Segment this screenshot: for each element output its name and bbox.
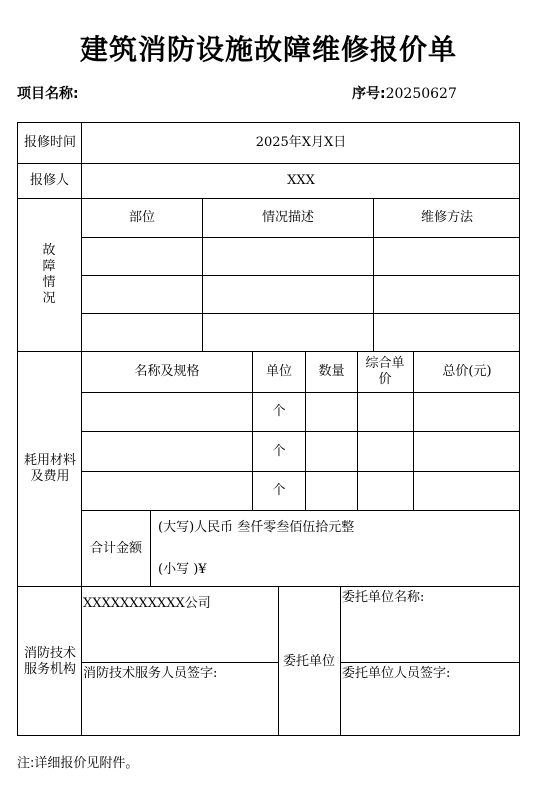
table-rule bbox=[340, 662, 520, 663]
materials-row-unit: 个 bbox=[272, 483, 286, 498]
fault-section-label: 故障情况 bbox=[42, 243, 56, 306]
table-rule bbox=[81, 275, 520, 276]
repair-time-value: 2025年X月X日 bbox=[255, 135, 347, 150]
serial-label: 序号: bbox=[352, 86, 386, 102]
table-rule bbox=[340, 586, 341, 736]
materials-row-unit: 个 bbox=[272, 404, 286, 419]
table-rule bbox=[81, 662, 278, 663]
page-title: 建筑消防设施故障维修报价单 bbox=[79, 33, 457, 66]
client-signature-label: 委托单位人员签字: bbox=[342, 666, 451, 681]
materials-header-name: 名称及规格 bbox=[134, 364, 200, 379]
client-name-label: 委托单位名称: bbox=[342, 590, 425, 605]
reporter-label: 报修人 bbox=[29, 173, 69, 188]
service-company-name: XXXXXXXXXXX公司 bbox=[83, 596, 211, 611]
materials-header-unit: 单位 bbox=[265, 364, 292, 379]
serial-number bbox=[352, 83, 457, 103]
table-rule bbox=[357, 351, 358, 510]
project-name-label: 项目名称: bbox=[17, 86, 79, 102]
fault-header-location: 部位 bbox=[128, 210, 155, 225]
materials-row-unit: 个 bbox=[272, 443, 286, 459]
total-amount-uppercase: (大写)人民币 叁仟零叁佰伍拾元整 bbox=[158, 520, 355, 535]
materials-section-label: 耗用材料 及费用 bbox=[23, 453, 76, 484]
table-rule bbox=[81, 313, 520, 314]
materials-header-unit-price: 综合单价 bbox=[365, 356, 405, 387]
total-amount-lowercase: (小写 )¥ bbox=[158, 562, 207, 577]
table-rule bbox=[17, 586, 520, 587]
table-rule bbox=[81, 237, 520, 238]
fault-header-description: 情况描述 bbox=[261, 210, 314, 225]
service-staff-signature-label: 消防技术服务人员签字: bbox=[83, 666, 218, 681]
materials-header-total: 总价(元) bbox=[442, 364, 492, 379]
serial-value: 20250627 bbox=[385, 86, 457, 102]
table-rule bbox=[150, 510, 151, 586]
reporter-value: XXX bbox=[287, 173, 315, 188]
footnote: 注:详细报价见附件。 bbox=[17, 756, 139, 771]
repair-time-label: 报修时间 bbox=[23, 135, 76, 150]
service-section-label: 消防技术 服务机构 bbox=[23, 645, 76, 677]
table-rule bbox=[278, 586, 279, 736]
fault-header-method: 维修方法 bbox=[420, 210, 473, 225]
total-amount-label: 合计金额 bbox=[89, 540, 142, 556]
client-section-label: 委托单位 bbox=[283, 653, 336, 669]
materials-header-quantity: 数量 bbox=[318, 364, 345, 379]
